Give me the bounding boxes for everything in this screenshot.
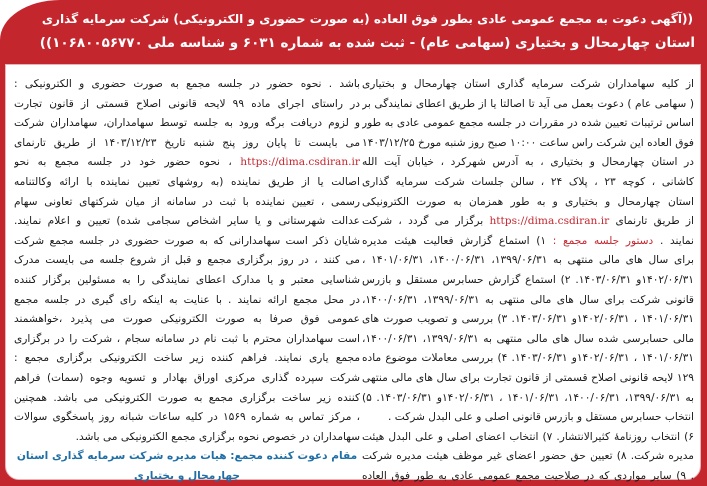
text-line [14, 75, 360, 95]
title-line-2: استان چهارمحال و بختیاری (سهامی عام) - ثبت شده به شماره ۶۰۳۱ و شناسه ملی ۱۰۶۸۰۰۵۶۷۷۰)) [39, 35, 695, 51]
text-line [362, 251, 694, 271]
right-column [362, 75, 694, 486]
text-line [362, 349, 694, 369]
text-line [14, 232, 360, 252]
text-line [14, 251, 360, 271]
text-line [14, 134, 360, 154]
text-segment: نمایند . [653, 234, 694, 247]
text-line [362, 291, 694, 311]
notice-header [0, 0, 707, 64]
text-line [362, 193, 694, 213]
text-segment: عمومی فوق صرفا به صورت الکترونیکی صورت می پذیرد ،خواهشمند [14, 313, 360, 326]
signature-line [14, 467, 360, 486]
text-segment: کننده زیر ساخت برگزاری مجمع به صورت الکترونیکی می باشد. همچنین [14, 391, 360, 404]
text-segment: در استان چهارمحال و بختیاری ، به آدرس شهرکرد ، خیابان آیت الله [362, 156, 694, 169]
signature-line [14, 447, 360, 467]
text-line [362, 153, 694, 173]
text-segment: شناسایی معتبر و یا مدارک اعطای نمایندگی را به مسئولین برگزار کننده [14, 273, 360, 286]
text-segment: سهامداران در خصوص نحوه برگزاری مجمع الکترونیکی می باشد. [75, 430, 360, 443]
text-segment: عدالت شهرستانی و یا سایر اشخاص سجامی شده) تعیین و اعلام نمایند. [14, 215, 360, 228]
notice-body [5, 64, 701, 480]
text-segment: مقام دعوت کننده مجمع: هیات مدیره شرکت سرمایه گذاری استان [16, 450, 358, 463]
text-segment: . ۹) سایر مواردی که در صلاحیت مجمع عمومی عادی به طور فوق العاده [362, 469, 694, 482]
text-line [362, 271, 694, 291]
text-line [14, 212, 360, 232]
text-line [14, 349, 360, 369]
text-segment: چهارمحال و بختیاری [133, 469, 241, 482]
text-segment: شرکت سپرده گذاری مرکزی اوراق بهادار و تسویه وجوه (سمات) فراهم [14, 371, 360, 384]
text-line [362, 330, 694, 350]
text-segment: باشد . نحوه حضور در جلسه مجمع به صورت حضوری و الکترونیکی : [14, 78, 360, 90]
text-segment: کاشانی ، کوچه ۲۳ ، پلاک ۲۴ ، سالن جلسات شرکت سرمایه گذاری [362, 175, 694, 188]
text-segment: ( سهامی عام ) دعوت بعمل می آید تا اصالتا یا از طریق اعطای نمایندگی بر [362, 97, 694, 110]
text-line [14, 310, 360, 330]
text-line [362, 428, 694, 448]
text-line [362, 369, 694, 389]
text-segment: می کنند ، در روز برگزاری مجمع و قبل از شروع جلسه می بایست مدرک [14, 254, 360, 267]
text-segment: اساس ترتیبات تعیین شده در مقررات در جلسه مجمع عمومی عادی به طور [362, 117, 694, 130]
text-line [362, 212, 694, 232]
text-line [14, 291, 360, 311]
text-line [362, 95, 694, 115]
text-segment: و لزوم دریافت برگه ورود به جلسه توسط سهامداران، سهامداران شرکت [14, 117, 360, 130]
text-segment: مجمع یاری نمایند. فراهم کننده زیر ساخت الکترونیکی برگزاری مجمع : [14, 352, 360, 365]
agenda-heading: دستور جلسه مجمع : [552, 234, 654, 247]
text-segment: برای سال های مالی منتهی به ۱۳۹۹/۰۶/۳۱، ۱۴۰۰/۰۶/۳۱، ۱۴۰۱/۰۶/۳۱ ، [362, 254, 694, 267]
text-segment: شایان ذکر است سهامدارانی که به صورت حضوری در جلسه مجمع شرکت [14, 234, 360, 247]
left-column [14, 75, 360, 486]
text-segment: می بایست تا پایان روز پنج شنبه تاریخ ۱۴۰۳/۱۲/۲۳ از طریق تارنمای [14, 136, 360, 149]
text-segment: قانونی شرکت برای سال های مالی منتهی به ۱۳۹۹/۰۶/۳۱، ۱۴۰۰/۰۶/۳۱، [362, 293, 694, 306]
text-line [362, 310, 694, 330]
text-segment: ۶) انتخاب روزنامهٔ کثیرالانتشار. ۷) انتخاب اعضای اصلی و علی البدل هیئت [362, 430, 694, 443]
website-link[interactable]: https://dima.csdiran.ir [240, 156, 360, 169]
text-segment: فوق العاده این شرکت راس ساعت ۱۰:۰۰ صبح روز شنبه مورخ ۱۴۰۳/۱۲/۲۵ [362, 136, 694, 149]
text-line [362, 114, 694, 134]
text-segment: ۱۴۰۱/۰۶/۳۱ ، ۱۴۰۲/۰۶/۳۱و ۱۴۰۳/۰۶/۳۱. ۴) بررسی معاملات موضوع ماده [362, 352, 694, 365]
text-line [362, 467, 694, 486]
title-line-1: ((آگهی دعوت به مجمع عمومی عادی بطور فوق العاده (به صورت حضوری و الکترونیکی) شرکت سرمایه گذاری [41, 12, 694, 26]
text-line [362, 232, 694, 252]
text-line [14, 153, 360, 173]
text-line [14, 193, 360, 213]
text-segment: ۱۴۰۲/۰۶/۳۱و ۱۴۰۳/۰۶/۳۱. ۲) استماع گزارش حسابرس مستقل و بازرس [362, 273, 694, 286]
text-line [14, 330, 360, 350]
text-line [362, 408, 694, 428]
text-line [14, 271, 360, 291]
website-link[interactable]: https://dima.csdiran.ir [489, 215, 610, 228]
text-segment: ۱) استماع گزارش فعالیت هیئت مدیره [362, 234, 553, 247]
text-segment: مالی حسابرسی شده سال های مالی منتهی به ۱۳۹۹/۰۶/۳۱، ۱۴۰۰/۰۶/۳۱، [362, 332, 694, 345]
text-segment: استان چهارمحال و بختیاری و به طور همزمان به صورت الکترونیکی [362, 195, 694, 208]
text-segment: در راستای اجرای ماده ۹۹ لایحه قانونی اصلاح قسمتی از قانون تجارت [14, 97, 360, 110]
text-line [14, 114, 360, 134]
text-segment: ، نحوه حضور خود در جلسه مجمع به نحو [14, 156, 241, 169]
text-segment: ۱۲۹ لایحه قانونی اصلاح قسمتی از قانون تجارت برای سال های مالی منتهی [362, 371, 694, 384]
text-line [362, 134, 694, 154]
text-segment: در محل مجمع ارائه نمایند . با عنایت به اینکه رای گیری در جلسه مجمع [14, 293, 360, 306]
text-line [362, 173, 694, 193]
notice-title [40, 7, 695, 55]
text-line [362, 447, 694, 467]
text-line [362, 389, 694, 409]
text-segment: از طریق تارنمای [609, 215, 694, 228]
text-segment: ۱۴۰۱/۰۶/۳۱ ، ۱۴۰۲/۰۶/۳۱و ۱۴۰۳/۰۶/۳۱. ۳) بررسی و تصویب صورت های [362, 313, 694, 326]
text-segment: اصالت یا از طریق نماینده (به روشهای تعیین نماینده با ارائه وکالتنامه [14, 175, 360, 188]
text-segment: رسمی ، تعیین نماینده با ثبت در سامانه از میان شرکتهای تعاونی سهام [14, 195, 360, 208]
text-line [14, 369, 360, 389]
text-line [362, 75, 694, 95]
text-segment: به ۱۳۹۹/۰۶/۳۱، ۱۴۰۰/۰۶/۳۱، ۱۴۰۱/۰۶/۳۱ ، ۱۴۰۲/۰۶/۳۱و ۱۴۰۳/۰۶/۳۱. ۵) [362, 391, 694, 404]
text-line [14, 173, 360, 193]
text-line [14, 95, 360, 115]
text-segment: مدیره شرکت. ۸) تعیین حق حضور اعضای غیر موظف هیئت مدیره شرکت [362, 450, 694, 463]
text-line [14, 389, 360, 409]
text-segment: ، مرکز تماس به شماره ۱۵۶۹ در کلیه ساعات شبانه روز پاسخگوی سوالات [14, 411, 360, 424]
text-segment: انتخاب حسابرس مستقل و بازرس قانونی اصلی و علی البدل شرکت . [388, 411, 694, 424]
text-segment: از کلیه سهامداران شرکت سرمایه گذاری استان چهارمحال و بختیاری [362, 78, 694, 90]
text-segment: است سهامداران محترم با ثبت نام در سامانه سجام ، شرکت را در برگزاری [14, 332, 360, 345]
text-line [14, 408, 360, 428]
text-line [14, 428, 360, 448]
text-segment: برگزار می گردد ، شرکت [362, 215, 490, 228]
